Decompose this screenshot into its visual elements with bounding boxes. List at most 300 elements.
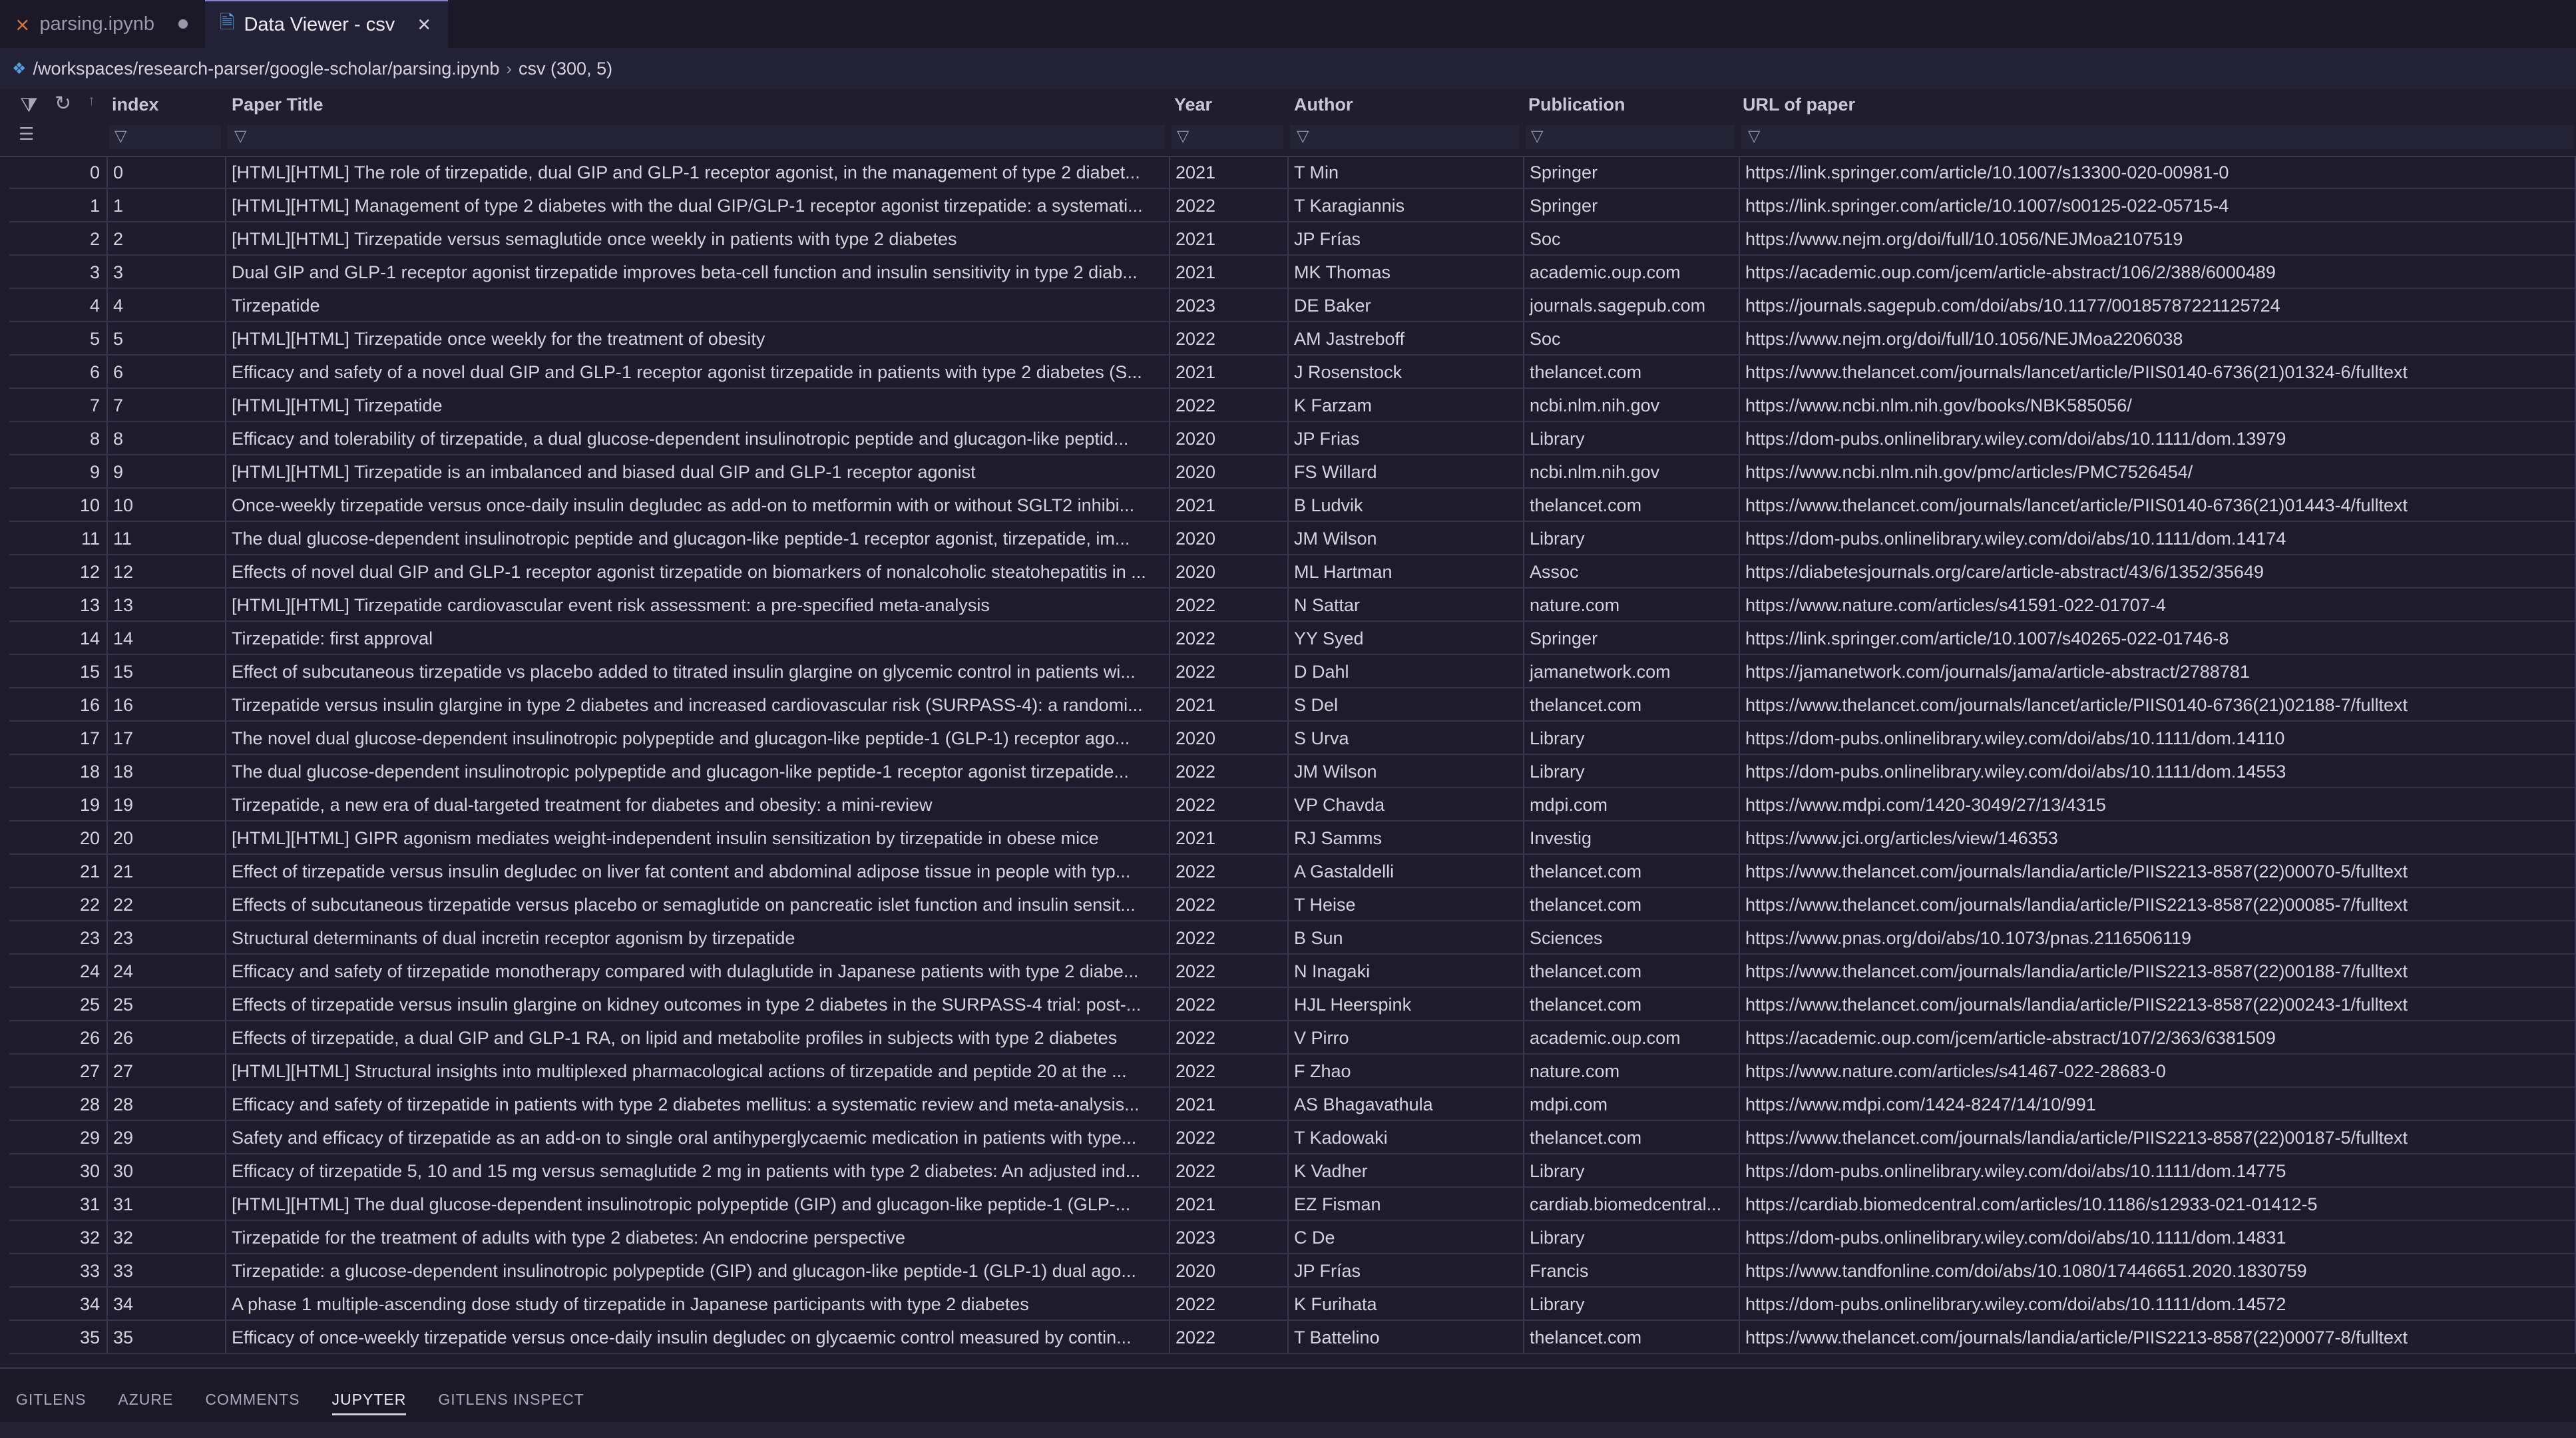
author-cell[interactable]: V Pirro <box>1289 1021 1524 1055</box>
paper-title-cell[interactable]: [HTML][HTML] Tirzepatide <box>226 389 1170 422</box>
year-cell[interactable]: 2023 <box>1170 289 1289 322</box>
table-row[interactable] <box>0 822 2576 855</box>
paper-title-cell[interactable]: [HTML][HTML] GIPR agonism mediates weight-independent insulin sensitization by tirzepatide in obese mice <box>226 822 1170 855</box>
table-row[interactable] <box>0 222 2576 256</box>
table-row[interactable] <box>0 522 2576 555</box>
filter-input-author[interactable] <box>1290 125 1519 149</box>
author-cell[interactable]: JP Frías <box>1289 1254 1524 1288</box>
year-cell[interactable]: 2021 <box>1170 156 1289 189</box>
year-cell[interactable]: 2022 <box>1170 1021 1289 1055</box>
paper-title-cell[interactable]: [HTML][HTML] Tirzepatide versus semaglutide once weekly in patients with type 2 diabetes <box>226 222 1170 256</box>
url-cell[interactable]: https://www.nejm.org/doi/full/10.1056/NEJMoa2107519 <box>1740 222 2576 256</box>
table-row[interactable] <box>0 755 2576 788</box>
row-number-cell[interactable]: 28 <box>9 1088 108 1121</box>
year-cell[interactable]: 2022 <box>1170 189 1289 222</box>
index-cell[interactable]: 30 <box>108 1154 226 1188</box>
paper-title-cell[interactable]: Effect of tirzepatide versus insulin degludec on liver fat content and abdominal adipose tissue in people with typ... <box>226 855 1170 888</box>
paper-title-cell[interactable]: [HTML][HTML] Tirzepatide cardiovascular event risk assessment: a pre-specified meta-analysis <box>226 589 1170 622</box>
publication-cell[interactable]: thelancet.com <box>1524 855 1740 888</box>
row-number-cell[interactable]: 1 <box>9 189 108 222</box>
paper-title-cell[interactable]: Efficacy of once-weekly tirzepatide versus once-daily insulin degludec on glycaemic control measured by contin... <box>226 1321 1170 1354</box>
url-cell[interactable]: https://www.nature.com/articles/s41467-022-28683-0 <box>1740 1055 2576 1088</box>
year-cell[interactable]: 2022 <box>1170 655 1289 688</box>
year-cell[interactable]: 2022 <box>1170 1055 1289 1088</box>
index-cell[interactable]: 0 <box>108 156 226 189</box>
url-cell[interactable]: https://dom-pubs.onlinelibrary.wiley.com/doi/abs/10.1111/dom.14572 <box>1740 1288 2576 1321</box>
paper-title-cell[interactable]: Effects of subcutaneous tirzepatide versus placebo or semaglutide on pancreatic islet function and insulin sensit... <box>226 888 1170 921</box>
column-header-year[interactable]: Year <box>1174 95 1213 115</box>
panel-tab-jupyter[interactable] <box>316 1369 423 1422</box>
table-row[interactable] <box>0 988 2576 1021</box>
url-cell[interactable]: https://www.pnas.org/doi/abs/10.1073/pnas.2116506119 <box>1740 921 2576 955</box>
publication-cell[interactable]: jamanetwork.com <box>1524 655 1740 688</box>
year-cell[interactable]: 2023 <box>1170 1221 1289 1254</box>
author-cell[interactable]: JP Frias <box>1289 422 1524 455</box>
index-cell[interactable]: 3 <box>108 256 226 289</box>
paper-title-cell[interactable]: Effect of subcutaneous tirzepatide vs placebo added to titrated insulin glargine on glycemic control in patients wi... <box>226 655 1170 688</box>
column-header-url[interactable]: URL of paper <box>1743 95 1856 115</box>
filter-icon[interactable]: ⧩ <box>20 95 38 117</box>
index-cell[interactable]: 35 <box>108 1321 226 1354</box>
url-cell[interactable]: https://www.nejm.org/doi/full/10.1056/NEJMoa2206038 <box>1740 322 2576 356</box>
index-cell[interactable]: 13 <box>108 589 226 622</box>
row-number-cell[interactable]: 0 <box>9 156 108 189</box>
publication-cell[interactable]: Library <box>1524 722 1740 755</box>
index-cell[interactable]: 21 <box>108 855 226 888</box>
paper-title-cell[interactable]: Safety and efficacy of tirzepatide as an add-on to single oral antihyperglycaemic medication in patients with type... <box>226 1121 1170 1154</box>
row-number-cell[interactable]: 19 <box>9 788 108 822</box>
breadcrumb-leaf[interactable]: csv (300, 5) <box>519 58 613 79</box>
author-cell[interactable]: EZ Fisman <box>1289 1188 1524 1221</box>
author-cell[interactable]: N Inagaki <box>1289 955 1524 988</box>
url-cell[interactable]: https://diabetesjournals.org/care/article-abstract/43/6/1352/35649 <box>1740 555 2576 589</box>
row-number-cell[interactable]: 2 <box>9 222 108 256</box>
author-cell[interactable]: J Rosenstock <box>1289 356 1524 389</box>
filter-input-url[interactable] <box>1741 125 2573 149</box>
paper-title-cell[interactable]: Tirzepatide for the treatment of adults with type 2 diabetes: An endocrine perspective <box>226 1221 1170 1254</box>
row-number-cell[interactable]: 16 <box>9 688 108 722</box>
index-cell[interactable]: 22 <box>108 888 226 921</box>
author-cell[interactable]: K Vadher <box>1289 1154 1524 1188</box>
tab-data-viewer[interactable] <box>205 0 448 48</box>
column-filter-icon[interactable]: ▽ <box>1177 127 1189 145</box>
paper-title-cell[interactable]: Effects of tirzepatide versus insulin glargine on kidney outcomes in type 2 diabetes in the SURPASS-4 trial: post-... <box>226 988 1170 1021</box>
year-cell[interactable]: 2021 <box>1170 222 1289 256</box>
paper-title-cell[interactable]: [HTML][HTML] The dual glucose-dependent insulinotropic polypeptide (GIP) and glucagon-like peptide-1 (GLP-... <box>226 1188 1170 1221</box>
index-cell[interactable]: 1 <box>108 189 226 222</box>
year-cell[interactable]: 2022 <box>1170 1154 1289 1188</box>
table-row[interactable] <box>0 1288 2576 1321</box>
table-row[interactable] <box>0 622 2576 655</box>
author-cell[interactable]: B Ludvik <box>1289 489 1524 522</box>
table-row[interactable] <box>0 1321 2576 1354</box>
table-row[interactable] <box>0 1221 2576 1254</box>
table-row[interactable] <box>0 156 2576 189</box>
table-row[interactable] <box>0 322 2576 356</box>
publication-cell[interactable]: Library <box>1524 1154 1740 1188</box>
row-number-cell[interactable]: 23 <box>9 921 108 955</box>
url-cell[interactable]: https://academic.oup.com/jcem/article-abstract/106/2/388/6000489 <box>1740 256 2576 289</box>
row-number-cell[interactable]: 11 <box>9 522 108 555</box>
publication-cell[interactable]: Springer <box>1524 156 1740 189</box>
row-number-cell[interactable]: 14 <box>9 622 108 655</box>
year-cell[interactable]: 2021 <box>1170 489 1289 522</box>
row-number-cell[interactable]: 6 <box>9 356 108 389</box>
table-row[interactable] <box>0 1055 2576 1088</box>
index-cell[interactable]: 17 <box>108 722 226 755</box>
url-cell[interactable]: https://dom-pubs.onlinelibrary.wiley.com/doi/abs/10.1111/dom.14110 <box>1740 722 2576 755</box>
index-cell[interactable]: 16 <box>108 688 226 722</box>
paper-title-cell[interactable]: Tirzepatide versus insulin glargine in type 2 diabetes and increased cardiovascular risk (SURPASS-4): a randomi... <box>226 688 1170 722</box>
table-row[interactable] <box>0 955 2576 988</box>
url-cell[interactable]: https://link.springer.com/article/10.1007/s40265-022-01746-8 <box>1740 622 2576 655</box>
paper-title-cell[interactable]: [HTML][HTML] Structural insights into multiplexed pharmacological actions of tirzepatide and peptide 20 at the ... <box>226 1055 1170 1088</box>
year-cell[interactable]: 2022 <box>1170 888 1289 921</box>
publication-cell[interactable]: ncbi.nlm.nih.gov <box>1524 455 1740 489</box>
column-filter-icon[interactable]: ▽ <box>234 127 247 145</box>
row-number-cell[interactable]: 25 <box>9 988 108 1021</box>
paper-title-cell[interactable]: Once-weekly tirzepatide versus once-daily insulin degludec as add-on to metformin with or without SGLT2 inhibi... <box>226 489 1170 522</box>
year-cell[interactable]: 2021 <box>1170 356 1289 389</box>
author-cell[interactable]: K Furihata <box>1289 1288 1524 1321</box>
index-cell[interactable]: 7 <box>108 389 226 422</box>
paper-title-cell[interactable]: Efficacy and safety of a novel dual GIP and GLP-1 receptor agonist tirzepatide in patients with type 2 diabetes (S... <box>226 356 1170 389</box>
index-cell[interactable]: 12 <box>108 555 226 589</box>
publication-cell[interactable]: thelancet.com <box>1524 1321 1740 1354</box>
paper-title-cell[interactable]: [HTML][HTML] Management of type 2 diabetes with the dual GIP/GLP-1 receptor agonist tirzepatide: a systemati... <box>226 189 1170 222</box>
index-cell[interactable]: 28 <box>108 1088 226 1121</box>
year-cell[interactable]: 2022 <box>1170 589 1289 622</box>
paper-title-cell[interactable]: Efficacy and safety of tirzepatide monotherapy compared with dulaglutide in Japanese patients with type 2 diabe... <box>226 955 1170 988</box>
columns-menu-icon[interactable]: ☰ <box>19 124 35 144</box>
table-row[interactable] <box>0 289 2576 322</box>
table-row[interactable] <box>0 1188 2576 1221</box>
publication-cell[interactable]: Library <box>1524 1288 1740 1321</box>
author-cell[interactable]: T Battelino <box>1289 1321 1524 1354</box>
column-header-index[interactable]: index <box>112 95 159 115</box>
table-row[interactable] <box>0 1088 2576 1121</box>
author-cell[interactable]: FS Willard <box>1289 455 1524 489</box>
url-cell[interactable]: https://www.thelancet.com/journals/landia/article/PIIS2213-8587(22)00085-7/fulltext <box>1740 888 2576 921</box>
url-cell[interactable]: https://www.thelancet.com/journals/lancet/article/PIIS0140-6736(21)02188-7/fulltext <box>1740 688 2576 722</box>
publication-cell[interactable]: thelancet.com <box>1524 988 1740 1021</box>
index-cell[interactable]: 10 <box>108 489 226 522</box>
publication-cell[interactable]: thelancet.com <box>1524 955 1740 988</box>
column-header-paper-title[interactable]: Paper Title <box>232 95 323 115</box>
url-cell[interactable]: https://www.thelancet.com/journals/landia/article/PIIS2213-8587(22)00188-7/fulltext <box>1740 955 2576 988</box>
panel-tab-azure[interactable] <box>102 1369 189 1422</box>
year-cell[interactable]: 2021 <box>1170 256 1289 289</box>
column-filter-icon[interactable]: ▽ <box>1297 127 1309 145</box>
url-cell[interactable]: https://www.thelancet.com/journals/landia/article/PIIS2213-8587(22)00077-8/fulltext <box>1740 1321 2576 1354</box>
publication-cell[interactable]: Springer <box>1524 189 1740 222</box>
column-filter-icon[interactable]: ▽ <box>1748 127 1761 145</box>
year-cell[interactable]: 2022 <box>1170 788 1289 822</box>
year-cell[interactable]: 2022 <box>1170 955 1289 988</box>
panel-tab-gitlens-inspect[interactable] <box>422 1369 600 1422</box>
paper-title-cell[interactable]: Tirzepatide <box>226 289 1170 322</box>
year-cell[interactable]: 2021 <box>1170 1188 1289 1221</box>
publication-cell[interactable]: nature.com <box>1524 589 1740 622</box>
publication-cell[interactable]: academic.oup.com <box>1524 1021 1740 1055</box>
year-cell[interactable]: 2020 <box>1170 555 1289 589</box>
publication-cell[interactable]: thelancet.com <box>1524 888 1740 921</box>
author-cell[interactable]: S Del <box>1289 688 1524 722</box>
url-cell[interactable]: https://www.tandfonline.com/doi/abs/10.1080/17446651.2020.1830759 <box>1740 1254 2576 1288</box>
author-cell[interactable]: T Karagiannis <box>1289 189 1524 222</box>
publication-cell[interactable]: Library <box>1524 755 1740 788</box>
year-cell[interactable]: 2022 <box>1170 921 1289 955</box>
index-cell[interactable]: 33 <box>108 1254 226 1288</box>
url-cell[interactable]: https://dom-pubs.onlinelibrary.wiley.com/doi/abs/10.1111/dom.13979 <box>1740 422 2576 455</box>
table-row[interactable] <box>0 788 2576 822</box>
table-row[interactable] <box>0 688 2576 722</box>
url-cell[interactable]: https://www.thelancet.com/journals/landia/article/PIIS2213-8587(22)00243-1/fulltext <box>1740 988 2576 1021</box>
publication-cell[interactable]: thelancet.com <box>1524 356 1740 389</box>
author-cell[interactable]: JM Wilson <box>1289 755 1524 788</box>
row-number-cell[interactable]: 27 <box>9 1055 108 1088</box>
index-cell[interactable]: 24 <box>108 955 226 988</box>
table-row[interactable] <box>0 1021 2576 1055</box>
paper-title-cell[interactable]: Tirzepatide, a new era of dual-targeted treatment for diabetes and obesity: a mini-review <box>226 788 1170 822</box>
author-cell[interactable]: K Farzam <box>1289 389 1524 422</box>
author-cell[interactable]: D Dahl <box>1289 655 1524 688</box>
author-cell[interactable]: ML Hartman <box>1289 555 1524 589</box>
breadcrumb-path[interactable]: /workspaces/research-parser/google-scholar/parsing.ipynb <box>33 58 500 79</box>
paper-title-cell[interactable]: Tirzepatide: a glucose-dependent insulinotropic polypeptide (GIP) and glucagon-like peptide-1 (GLP-1) dual ago... <box>226 1254 1170 1288</box>
index-cell[interactable]: 2 <box>108 222 226 256</box>
row-number-cell[interactable]: 7 <box>9 389 108 422</box>
index-cell[interactable]: 34 <box>108 1288 226 1321</box>
publication-cell[interactable]: journals.sagepub.com <box>1524 289 1740 322</box>
modified-dot-icon[interactable] <box>178 19 188 29</box>
author-cell[interactable]: RJ Samms <box>1289 822 1524 855</box>
filter-input-publication[interactable] <box>1526 125 1735 149</box>
table-row[interactable] <box>0 422 2576 455</box>
sort-up-icon[interactable]: ↑ <box>88 92 95 109</box>
url-cell[interactable]: https://dom-pubs.onlinelibrary.wiley.com/doi/abs/10.1111/dom.14775 <box>1740 1154 2576 1188</box>
index-cell[interactable]: 29 <box>108 1121 226 1154</box>
row-number-cell[interactable]: 9 <box>9 455 108 489</box>
author-cell[interactable]: T Min <box>1289 156 1524 189</box>
publication-cell[interactable]: Sciences <box>1524 921 1740 955</box>
tab-parsing-ipynb[interactable] <box>0 0 205 48</box>
author-cell[interactable]: AS Bhagavathula <box>1289 1088 1524 1121</box>
year-cell[interactable]: 2022 <box>1170 1121 1289 1154</box>
author-cell[interactable]: JM Wilson <box>1289 522 1524 555</box>
row-number-cell[interactable]: 18 <box>9 755 108 788</box>
publication-cell[interactable]: thelancet.com <box>1524 489 1740 522</box>
url-cell[interactable]: https://www.nature.com/articles/s41591-022-01707-4 <box>1740 589 2576 622</box>
row-number-cell[interactable]: 22 <box>9 888 108 921</box>
author-cell[interactable]: F Zhao <box>1289 1055 1524 1088</box>
table-row[interactable] <box>0 555 2576 589</box>
index-cell[interactable]: 20 <box>108 822 226 855</box>
table-row[interactable] <box>0 888 2576 921</box>
index-cell[interactable]: 5 <box>108 322 226 356</box>
year-cell[interactable]: 2021 <box>1170 822 1289 855</box>
table-row[interactable] <box>0 256 2576 289</box>
author-cell[interactable]: N Sattar <box>1289 589 1524 622</box>
year-cell[interactable]: 2022 <box>1170 389 1289 422</box>
table-row[interactable] <box>0 1254 2576 1288</box>
year-cell[interactable]: 2020 <box>1170 522 1289 555</box>
row-number-cell[interactable]: 21 <box>9 855 108 888</box>
refresh-icon[interactable]: ↻ <box>55 93 72 115</box>
url-cell[interactable]: https://dom-pubs.onlinelibrary.wiley.com/doi/abs/10.1111/dom.14553 <box>1740 755 2576 788</box>
publication-cell[interactable]: Soc <box>1524 322 1740 356</box>
author-cell[interactable]: A Gastaldelli <box>1289 855 1524 888</box>
row-number-cell[interactable]: 35 <box>9 1321 108 1354</box>
column-header-author[interactable]: Author <box>1294 95 1353 115</box>
paper-title-cell[interactable]: [HTML][HTML] Tirzepatide is an imbalanced and biased dual GIP and GLP-1 receptor agonist <box>226 455 1170 489</box>
year-cell[interactable]: 2021 <box>1170 688 1289 722</box>
row-number-cell[interactable]: 15 <box>9 655 108 688</box>
row-number-cell[interactable]: 12 <box>9 555 108 589</box>
paper-title-cell[interactable]: Efficacy and tolerability of tirzepatide, a dual glucose-dependent insulinotropic peptide and glucagon-like peptid... <box>226 422 1170 455</box>
url-cell[interactable]: https://link.springer.com/article/10.1007/s00125-022-05715-4 <box>1740 189 2576 222</box>
index-cell[interactable]: 6 <box>108 356 226 389</box>
row-number-cell[interactable]: 24 <box>9 955 108 988</box>
row-number-cell[interactable]: 20 <box>9 822 108 855</box>
row-number-cell[interactable]: 8 <box>9 422 108 455</box>
url-cell[interactable]: https://www.thelancet.com/journals/landia/article/PIIS2213-8587(22)00070-5/fulltext <box>1740 855 2576 888</box>
author-cell[interactable]: AM Jastreboff <box>1289 322 1524 356</box>
filter-input-paper-title[interactable] <box>228 125 1165 149</box>
publication-cell[interactable]: Assoc <box>1524 555 1740 589</box>
index-cell[interactable]: 11 <box>108 522 226 555</box>
year-cell[interactable]: 2022 <box>1170 755 1289 788</box>
table-row[interactable] <box>0 356 2576 389</box>
publication-cell[interactable]: Soc <box>1524 222 1740 256</box>
table-row[interactable] <box>0 455 2576 489</box>
index-cell[interactable]: 23 <box>108 921 226 955</box>
table-row[interactable] <box>0 855 2576 888</box>
index-cell[interactable]: 4 <box>108 289 226 322</box>
paper-title-cell[interactable]: [HTML][HTML] The role of tirzepatide, dual GIP and GLP-1 receptor agonist, in the management of type 2 diabet... <box>226 156 1170 189</box>
year-cell[interactable]: 2022 <box>1170 988 1289 1021</box>
index-cell[interactable]: 25 <box>108 988 226 1021</box>
index-cell[interactable]: 18 <box>108 755 226 788</box>
url-cell[interactable]: https://www.ncbi.nlm.nih.gov/books/NBK585056/ <box>1740 389 2576 422</box>
url-cell[interactable]: https://www.jci.org/articles/view/146353 <box>1740 822 2576 855</box>
author-cell[interactable]: S Urva <box>1289 722 1524 755</box>
url-cell[interactable]: https://jamanetwork.com/journals/jama/article-abstract/2788781 <box>1740 655 2576 688</box>
author-cell[interactable]: JP Frías <box>1289 222 1524 256</box>
row-number-cell[interactable]: 33 <box>9 1254 108 1288</box>
url-cell[interactable]: https://www.mdpi.com/1420-3049/27/13/4315 <box>1740 788 2576 822</box>
url-cell[interactable]: https://cardiab.biomedcentral.com/articles/10.1186/s12933-021-01412-5 <box>1740 1188 2576 1221</box>
paper-title-cell[interactable]: The dual glucose-dependent insulinotropic polypeptide and glucagon-like peptide-1 receptor agonist tirzepatide... <box>226 755 1170 788</box>
paper-title-cell[interactable]: A phase 1 multiple-ascending dose study of tirzepatide in Japanese participants with type 2 diabetes <box>226 1288 1170 1321</box>
publication-cell[interactable]: mdpi.com <box>1524 1088 1740 1121</box>
publication-cell[interactable]: Library <box>1524 1221 1740 1254</box>
year-cell[interactable]: 2021 <box>1170 1088 1289 1121</box>
paper-title-cell[interactable]: [HTML][HTML] Tirzepatide once weekly for the treatment of obesity <box>226 322 1170 356</box>
author-cell[interactable]: C De <box>1289 1221 1524 1254</box>
year-cell[interactable]: 2020 <box>1170 422 1289 455</box>
row-number-cell[interactable]: 29 <box>9 1121 108 1154</box>
author-cell[interactable]: VP Chavda <box>1289 788 1524 822</box>
year-cell[interactable]: 2020 <box>1170 455 1289 489</box>
close-icon[interactable]: × <box>417 11 431 37</box>
table-row[interactable] <box>0 589 2576 622</box>
row-number-cell[interactable]: 34 <box>9 1288 108 1321</box>
url-cell[interactable]: https://dom-pubs.onlinelibrary.wiley.com/doi/abs/10.1111/dom.14831 <box>1740 1221 2576 1254</box>
row-number-cell[interactable]: 10 <box>9 489 108 522</box>
index-cell[interactable]: 14 <box>108 622 226 655</box>
year-cell[interactable]: 2022 <box>1170 855 1289 888</box>
paper-title-cell[interactable]: Structural determinants of dual incretin receptor agonism by tirzepatide <box>226 921 1170 955</box>
row-number-cell[interactable]: 30 <box>9 1154 108 1188</box>
row-number-cell[interactable]: 3 <box>9 256 108 289</box>
panel-tab-gitlens[interactable] <box>0 1369 102 1422</box>
publication-cell[interactable]: ncbi.nlm.nih.gov <box>1524 389 1740 422</box>
paper-title-cell[interactable]: The novel dual glucose-dependent insulinotropic polypeptide and glucagon-like peptide-1 (GLP-1) receptor ago... <box>226 722 1170 755</box>
author-cell[interactable]: HJL Heerspink <box>1289 988 1524 1021</box>
url-cell[interactable]: https://academic.oup.com/jcem/article-abstract/107/2/363/6381509 <box>1740 1021 2576 1055</box>
publication-cell[interactable]: thelancet.com <box>1524 688 1740 722</box>
column-header-publication[interactable]: Publication <box>1528 95 1625 115</box>
url-cell[interactable]: https://www.thelancet.com/journals/lancet/article/PIIS0140-6736(21)01443-4/fulltext <box>1740 489 2576 522</box>
url-cell[interactable]: https://dom-pubs.onlinelibrary.wiley.com/doi/abs/10.1111/dom.14174 <box>1740 522 2576 555</box>
year-cell[interactable]: 2020 <box>1170 722 1289 755</box>
paper-title-cell[interactable]: Efficacy and safety of tirzepatide in patients with type 2 diabetes mellitus: a systematic review and meta-analysis... <box>226 1088 1170 1121</box>
author-cell[interactable]: B Sun <box>1289 921 1524 955</box>
table-row[interactable] <box>0 1154 2576 1188</box>
author-cell[interactable]: DE Baker <box>1289 289 1524 322</box>
url-cell[interactable]: https://link.springer.com/article/10.1007/s13300-020-00981-0 <box>1740 156 2576 189</box>
publication-cell[interactable]: academic.oup.com <box>1524 256 1740 289</box>
index-cell[interactable]: 27 <box>108 1055 226 1088</box>
author-cell[interactable]: T Heise <box>1289 888 1524 921</box>
row-number-cell[interactable]: 4 <box>9 289 108 322</box>
row-number-cell[interactable]: 32 <box>9 1221 108 1254</box>
year-cell[interactable]: 2020 <box>1170 1254 1289 1288</box>
index-cell[interactable]: 9 <box>108 455 226 489</box>
table-row[interactable] <box>0 389 2576 422</box>
url-cell[interactable]: https://www.thelancet.com/journals/landia/article/PIIS2213-8587(22)00187-5/fulltext <box>1740 1121 2576 1154</box>
paper-title-cell[interactable]: Tirzepatide: first approval <box>226 622 1170 655</box>
paper-title-cell[interactable]: Effects of novel dual GIP and GLP-1 receptor agonist tirzepatide on biomarkers of nonalcoholic steatohepatitis in ... <box>226 555 1170 589</box>
publication-cell[interactable]: mdpi.com <box>1524 788 1740 822</box>
url-cell[interactable]: https://www.thelancet.com/journals/lancet/article/PIIS0140-6736(21)01324-6/fulltext <box>1740 356 2576 389</box>
table-row[interactable] <box>0 489 2576 522</box>
publication-cell[interactable]: Francis <box>1524 1254 1740 1288</box>
publication-cell[interactable]: Library <box>1524 522 1740 555</box>
row-number-cell[interactable]: 31 <box>9 1188 108 1221</box>
year-cell[interactable]: 2022 <box>1170 1288 1289 1321</box>
author-cell[interactable]: YY Syed <box>1289 622 1524 655</box>
row-number-cell[interactable]: 26 <box>9 1021 108 1055</box>
column-filter-icon[interactable]: ▽ <box>114 127 127 145</box>
table-row[interactable] <box>0 1121 2576 1154</box>
index-cell[interactable]: 31 <box>108 1188 226 1221</box>
row-number-cell[interactable]: 13 <box>9 589 108 622</box>
paper-title-cell[interactable]: Dual GIP and GLP-1 receptor agonist tirzepatide improves beta-cell function and insulin sensitivity in type 2 diab... <box>226 256 1170 289</box>
year-cell[interactable]: 2022 <box>1170 1321 1289 1354</box>
index-cell[interactable]: 32 <box>108 1221 226 1254</box>
publication-cell[interactable]: cardiab.biomedcentral... <box>1524 1188 1740 1221</box>
publication-cell[interactable]: Investig <box>1524 822 1740 855</box>
paper-title-cell[interactable]: The dual glucose-dependent insulinotropic peptide and glucagon-like peptide-1 receptor agonist, tirzepatide, im... <box>226 522 1170 555</box>
year-cell[interactable]: 2022 <box>1170 322 1289 356</box>
index-cell[interactable]: 8 <box>108 422 226 455</box>
table-row[interactable] <box>0 921 2576 955</box>
publication-cell[interactable]: thelancet.com <box>1524 1121 1740 1154</box>
row-number-cell[interactable]: 17 <box>9 722 108 755</box>
table-row[interactable] <box>0 655 2576 688</box>
